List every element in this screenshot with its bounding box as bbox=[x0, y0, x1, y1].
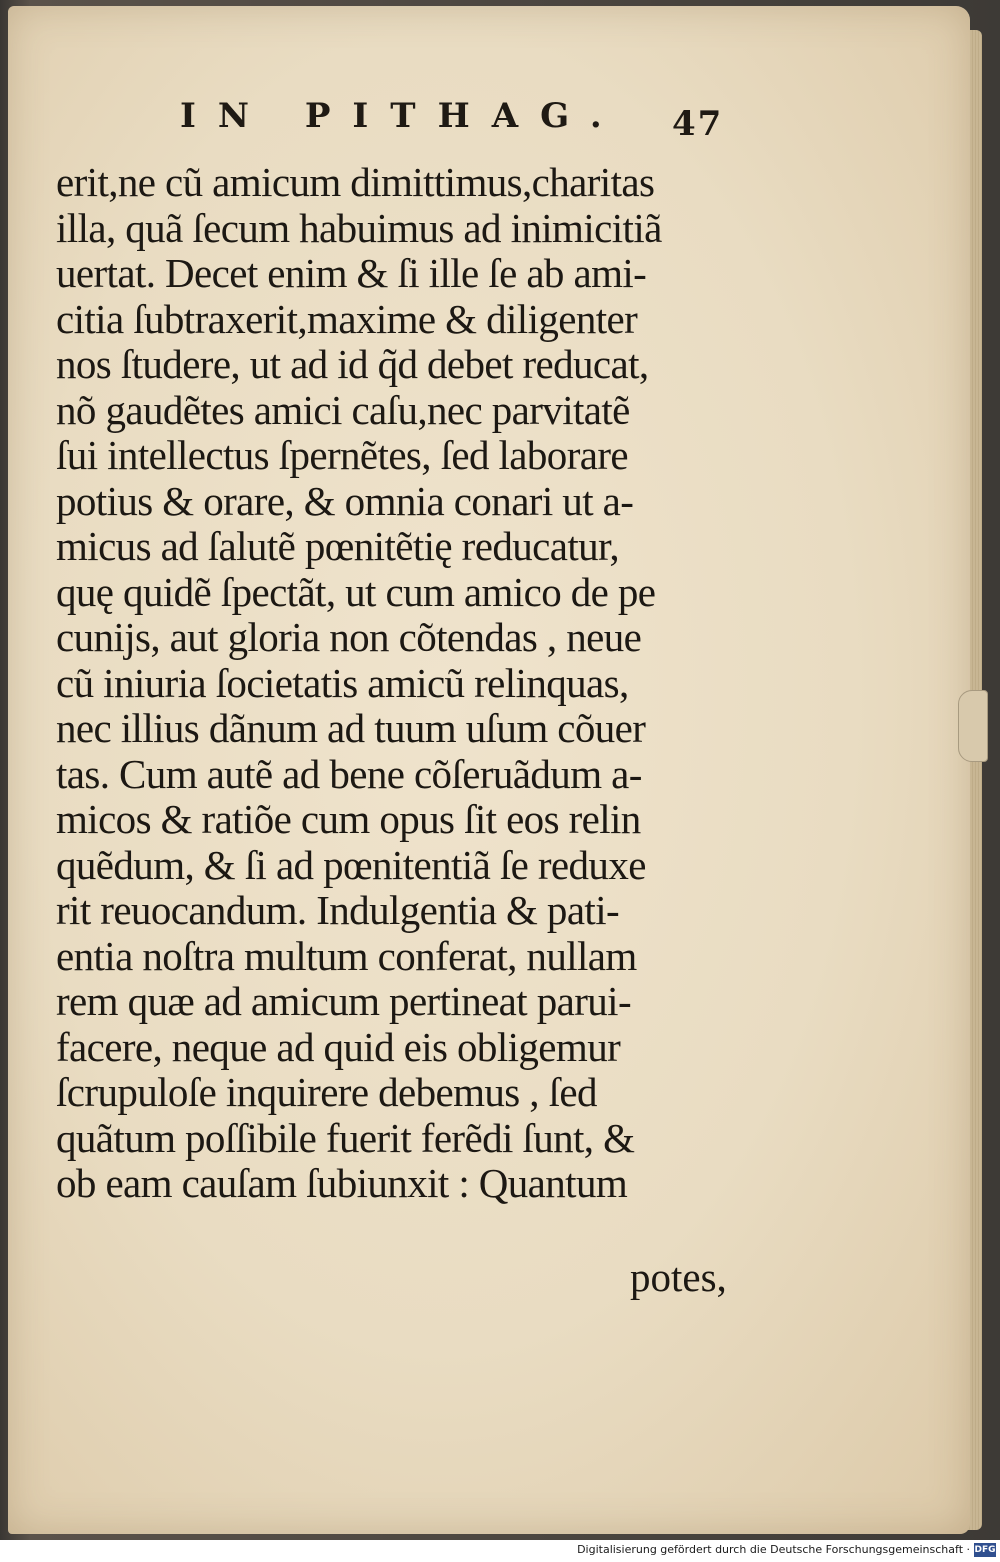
text-line: tas. Cum autẽ ad bene cõſeruãdum a- bbox=[56, 750, 642, 797]
text-line: entia noſtra multum conferat, nullam bbox=[56, 932, 637, 979]
text-line: quãtum poſſibile fuerit ferẽdi ſunt, & bbox=[56, 1114, 635, 1161]
catchword: potes, bbox=[630, 1254, 727, 1300]
text-line: erit,ne cũ amicum dimittimus,charitas bbox=[56, 159, 655, 205]
text-line: rit reuocandum. Indulgentia & pati- bbox=[56, 887, 620, 933]
body-text bbox=[56, 160, 776, 1207]
text-line: micus ad ſalutẽ pœnitẽtię reducatur, bbox=[56, 523, 620, 569]
text-line: ſcrupuloſe inquirere debemus , ſed bbox=[56, 1069, 597, 1115]
text-line: quę quidẽ ſpectãt, ut cum amico de pe bbox=[56, 568, 656, 615]
text-line: nec illius dãnum ad tuum uſum cõuer bbox=[56, 705, 646, 751]
text-line: citia ſubtraxerit,maxime & diligenter bbox=[56, 295, 638, 342]
text-line: quẽdum, & ſi ad pœnitentiã ſe reduxe bbox=[56, 841, 646, 888]
folio-number: 47 bbox=[672, 104, 724, 144]
dfg-logo: DFG bbox=[974, 1545, 996, 1555]
footer-bar bbox=[0, 1540, 1000, 1562]
running-head: IN PITHAG. bbox=[180, 96, 624, 136]
text-line: nõ gaudẽtes amici caſu,nec parvitatẽ bbox=[56, 386, 630, 433]
text-line: ob eam cauſam ſubiunxit : Quantum bbox=[56, 1160, 628, 1206]
text-line: micos & ratiõe cum opus ſit eos relin bbox=[56, 796, 641, 842]
text-line: cunijs, aut gloria non cõtendas , neue bbox=[56, 614, 642, 660]
text-line: cũ iniuria ſocietatis amicũ relinquas, bbox=[56, 659, 629, 706]
text-line: potius & orare, & omnia conari ut a- bbox=[56, 477, 634, 524]
text-line: illa, quã ſecum habuimus ad inimicitiã bbox=[56, 204, 662, 251]
text-line: rem quæ ad amicum pertineat parui- bbox=[56, 978, 632, 1024]
text-line: nos ſtudere, ut ad id q̃d debet reducat, bbox=[56, 341, 649, 387]
page-clip bbox=[958, 690, 988, 762]
text-line: facere, neque ad quid eis obligemur bbox=[56, 1023, 621, 1070]
text-line: uertat. Decet enim & ſi ille ſe ab ami- bbox=[56, 250, 647, 296]
text-line: ſui intellectus ſpernẽtes, ſed laborare bbox=[56, 432, 629, 478]
funding-credit: Digitalisierung gefördert durch die Deutsche Forschungsgemeinschaft · bbox=[577, 1543, 970, 1556]
